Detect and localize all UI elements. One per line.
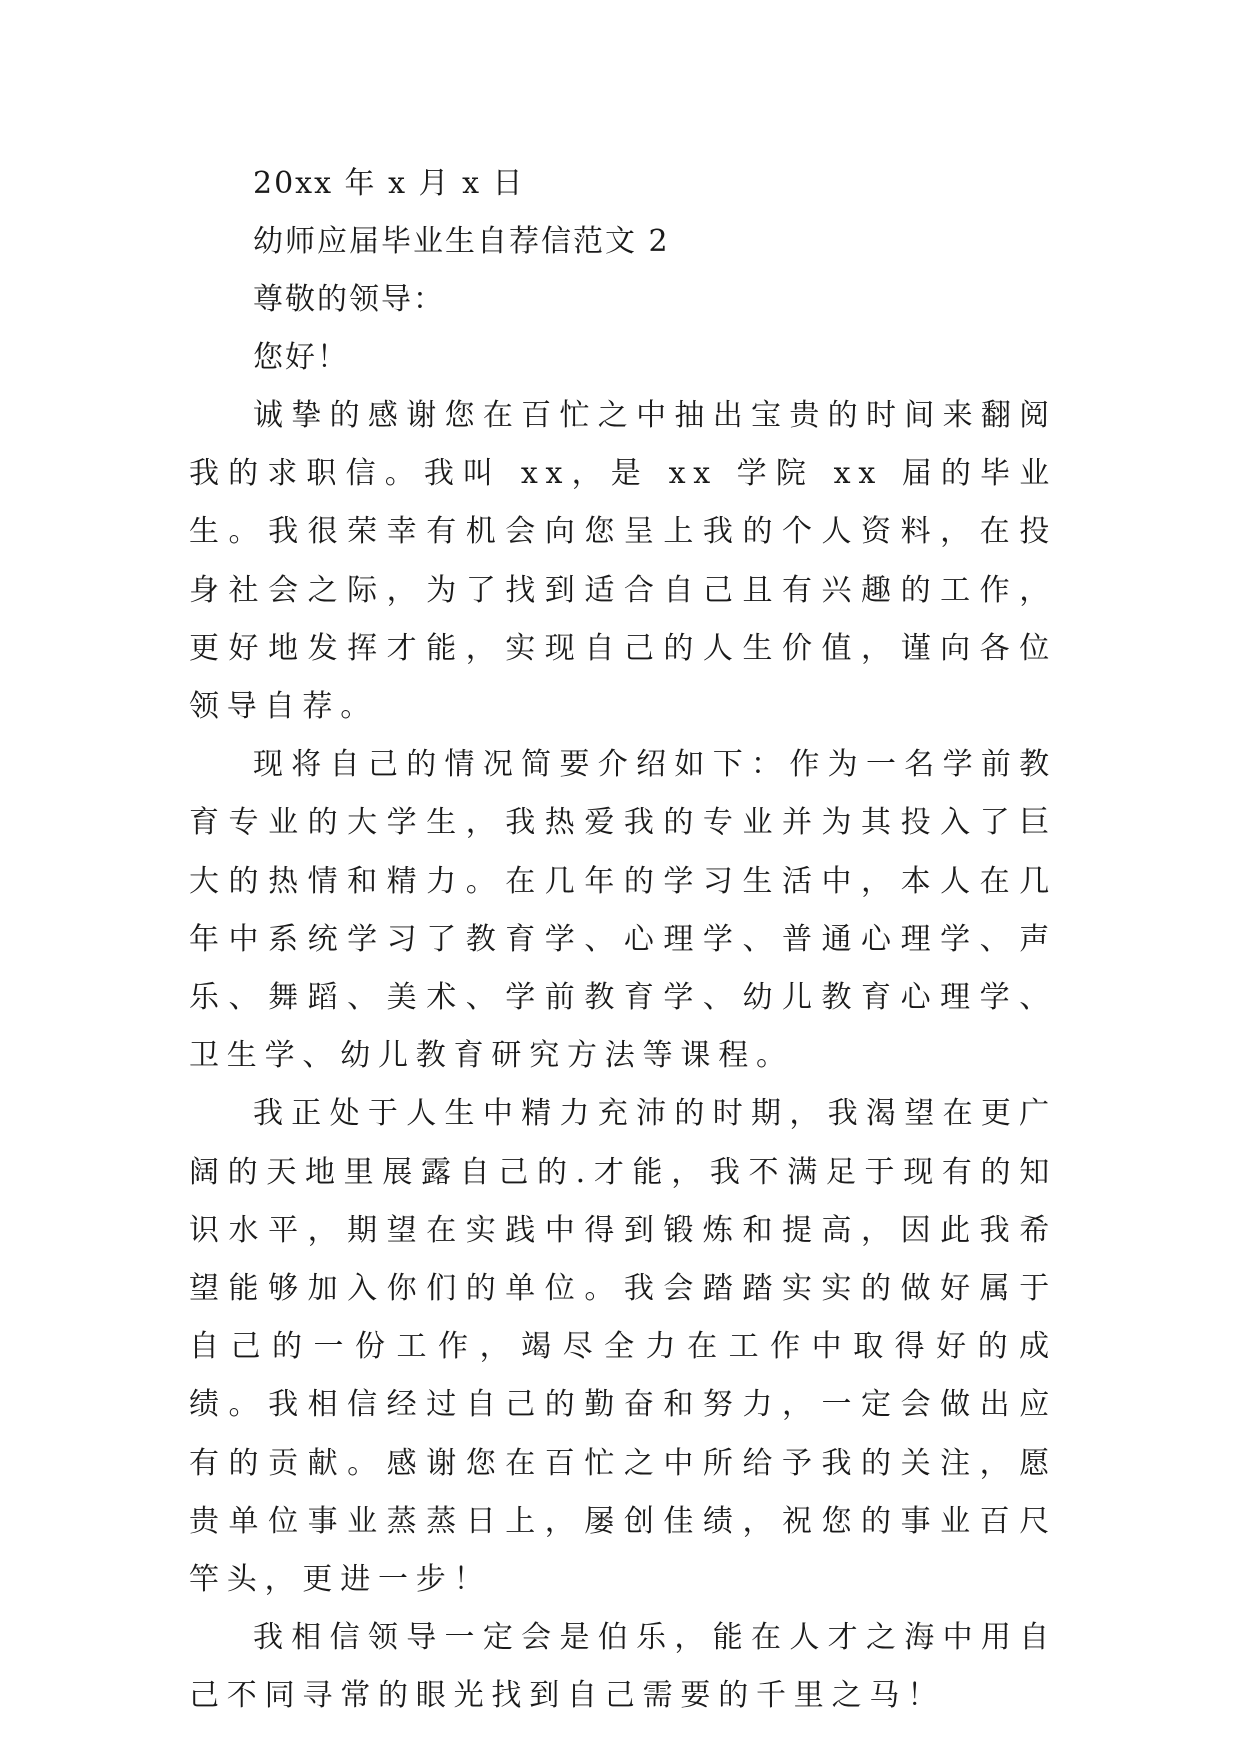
salutation: 尊敬的领导： — [253, 282, 445, 317]
paragraph-education: 现将自己的情况简要介绍如下：作为一名学前教育专业的大学生，我热爱我的专业并为其投入了巨大的热情和精力。在几年的学习生活中，本人在几年中系统学习了教育学、心理学、普通心理学、声乐、舞蹈、美术、学前教育学、幼儿教育心理学、卫生学、幼儿教育研究方法等课程。 — [189, 747, 1057, 1074]
letter-date: 20xx 年 x 月 x 日 — [253, 166, 525, 201]
document-title: 幼师应届毕业生自荐信范文 2 — [253, 224, 670, 259]
greeting: 您好！ — [253, 340, 349, 375]
paragraph-closing: 我相信领导一定会是伯乐，能在人才之海中用自己不同寻常的眼光找到自己需要的千里之马！ — [189, 1620, 1057, 1714]
paragraph-aspiration: 我正处于人生中精力充沛的时期，我渴望在更广阔的天地里展露自己的.才能，我不满足于现有的知识水平，期望在实践中得到锻炼和提高，因此我希望能够加入你们的单位。我会踏踏实实的做好属于自己的一份工作，竭尽全力在工作中取得好的成绩。我相信经过自己的勤奋和努力，一定会做出应有的贡献。感谢您在百忙之中所给予我的关注，愿贵单位事业蒸蒸日上，屡创佳绩，祝您的事业百尺竿头，更进一步！ — [189, 1096, 1057, 1598]
document-body — [189, 155, 1057, 1726]
paragraph-introduction: 诚挚的感谢您在百忙之中抽出宝贵的时间来翻阅我的求职信。我叫 xx，是 xx 学院 xx 届的毕业生。我很荣幸有机会向您呈上我的个人资料，在投身社会之际，为了找到适合自己且有兴趣的工作，更好地发挥才能，实现自己的人生价值，谨向各位领导自荐。 — [189, 398, 1057, 725]
